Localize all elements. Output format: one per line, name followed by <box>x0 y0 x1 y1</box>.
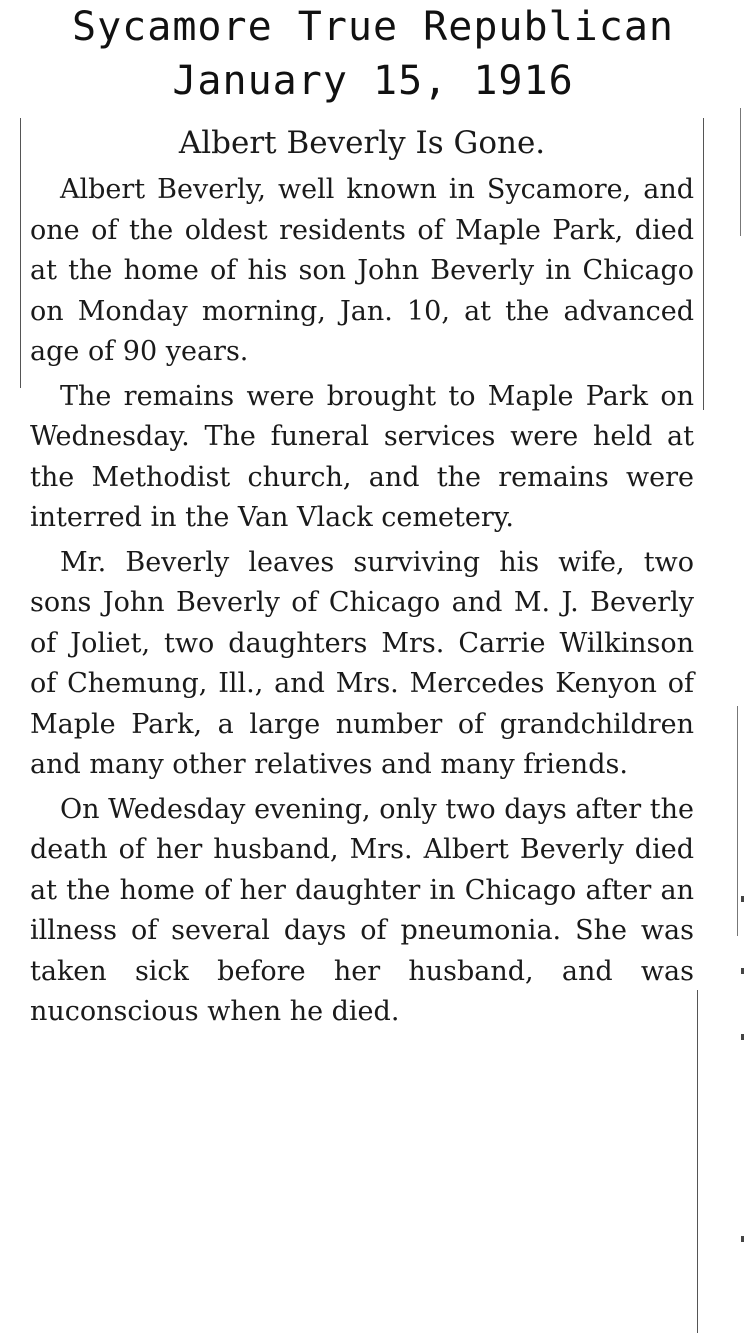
publication-date: January 15, 1916 <box>172 58 574 104</box>
column-rule-left <box>20 118 21 388</box>
article-paragraph: Mr. Beverly leaves surviving his wife, two sons John Beverly of Chicago and M. J. Beverly of Joliet, two daughters Mrs. Carrie Wilkinson of Chemung, Ill., and Mrs. Mercedes Kenyon of Maple Park, a large number of grandchildren and many other relatives and many friends. <box>30 546 694 780</box>
adjacent-column-fragment <box>741 896 744 902</box>
adjacent-column-fragment <box>741 968 744 974</box>
adjacent-column-rule-bottom <box>737 706 738 936</box>
column-rule-right-bottom <box>697 990 698 1333</box>
newspaper-title: Sycamore True Republican <box>72 4 674 50</box>
article-paragraph: On Wedesday evening, only two days after the death of her husband, Mrs. Albert Beverly died at the home of her daughter in Chicago after an illness of several days of pneumonia. She was taken sick before her husband, and was nuconscious when he died. <box>30 793 694 1027</box>
column-rule-right-top <box>703 118 704 410</box>
adjacent-column-fragment <box>741 1034 744 1040</box>
article-headline: Albert Beverly Is Gone. <box>178 125 546 161</box>
obituary-article <box>30 120 694 1033</box>
newspaper-header <box>0 0 746 104</box>
article-paragraph: The remains were brought to Maple Park on Wednesday. The funeral services were held at the Methodist church, and the remains were interred in the Van Vlack cemetery. <box>30 380 694 533</box>
adjacent-column-fragment <box>741 1236 744 1242</box>
article-paragraph: Albert Beverly, well known in Sycamore, and one of the oldest residents of Maple Park, died at the home of his son John Beverly in Chicago on Monday morning, Jan. 10, at the advanced age of 90 years. <box>30 174 694 367</box>
adjacent-column-rule-top <box>740 108 741 236</box>
